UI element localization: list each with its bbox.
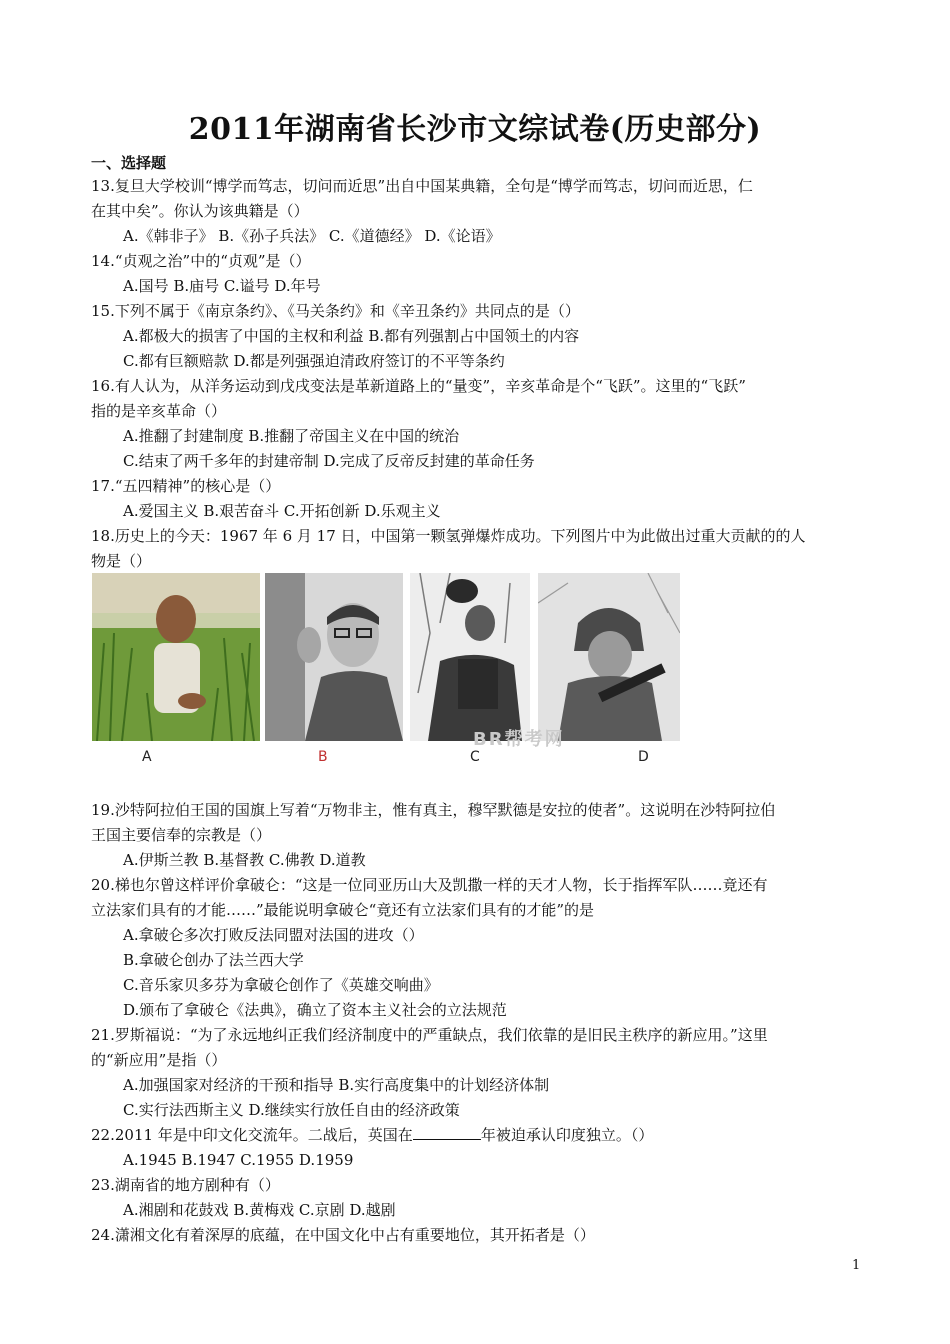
question-22-text	[91, 1125, 653, 1145]
question-17-options: A.爱国主义 B.艰苦奋斗 C.开拓创新 D.乐观主义	[123, 502, 441, 520]
fill-in-blank	[413, 1125, 481, 1140]
question-24-text: 24.潇湘文化有着深厚的底蕴，在中国文化中占有重要地位，其开拓者是（）	[91, 1226, 595, 1244]
photo-c-portrait	[410, 573, 530, 741]
question-20-option-b: B.拿破仑创办了法兰西大学	[123, 951, 304, 969]
photo-label-c: C	[470, 749, 480, 765]
question-13-options: A.《韩非子》 B.《孙子兵法》 C.《道德经》 D.《论语》	[123, 227, 501, 245]
question-19-text: 19.沙特阿拉伯王国的国旗上写着“万物非主，惟有真主，穆罕默德是安拉的使者”。这说明在沙特阿拉伯	[91, 801, 776, 819]
question-23-options: A.湘剧和花鼓戏 B.黄梅戏 C.京剧 D.越剧	[123, 1201, 396, 1219]
question-19-options: A.伊斯兰教 B.基督教 C.佛教 D.道教	[123, 851, 366, 869]
question-15-text: 15.下列不属于《南京条约》、《马关条约》和《辛丑条约》共同点的是（）	[91, 302, 580, 320]
question-16-text: 16.有人认为，从洋务运动到戊戌变法是革新道路上的“量变”，辛亥革命是个“飞跃”。这里的“飞跃”	[91, 377, 746, 395]
question-15-options-2: C.都有巨额赔款 D.都是列强强迫清政府签订的不平等条约	[123, 352, 505, 370]
question-22-text-pre: 22.2011 年是中印文化交流年。二战后，英国在	[91, 1126, 413, 1144]
question-22-text-post: 年被迫承认印度独立。（）	[480, 1126, 654, 1144]
question-20-text: 20.梯也尔曾这样评价拿破仑：“这是一位同亚历山大及凯撒一样的天才人物，长于指挥军队……竟还有	[91, 876, 768, 894]
photo-b-portrait	[265, 573, 403, 741]
question-19-text-cont: 王国主要信奉的宗教是（）	[91, 826, 272, 844]
question-21-text: 21.罗斯福说：“为了永远地纠正我们经济制度中的严重缺点，我们依靠的是旧民主秩序的新应用。”这里	[91, 1026, 768, 1044]
question-13-text: 13.复旦大学校训“博学而笃志，切问而近思”出自中国某典籍，全句是“博学而笃志，切问而近思，仁	[91, 177, 753, 195]
question-17-text: 17.“五四精神”的核心是（）	[91, 477, 281, 495]
question-16-options-2: C.结束了两千多年的封建帝制 D.完成了反帝反封建的革命任务	[123, 452, 535, 470]
question-18-text: 18.历史上的今天：1967 年 6 月 17 日，中国第一颗氢弹爆炸成功。下列图片中为此做出过重大贡献的的人	[91, 527, 806, 545]
question-20-option-c: C.音乐家贝多芬为拿破仑创作了《英雄交响曲》	[123, 976, 439, 994]
question-20-text-cont: 立法家们具有的才能……”最能说明拿破仑“竟还有立法家们具有的才能”的是	[91, 901, 595, 919]
question-21-options-1: A.加强国家对经济的干预和指导 B.实行高度集中的计划经济体制	[123, 1076, 550, 1094]
question-15-options-1: A.都极大的损害了中国的主权和利益 B.都有列强割占中国领土的内容	[123, 327, 580, 345]
question-16-options-1: A.推翻了封建制度 B.推翻了帝国主义在中国的统治	[123, 427, 460, 445]
photo-d-soldier	[538, 573, 680, 741]
question-21-text-cont: 的“新应用”是指（）	[91, 1051, 227, 1069]
question-14-options: A.国号 B.庙号 C.谥号 D.年号	[123, 277, 321, 295]
question-21-options-2: C.实行法西斯主义 D.继续实行放任自由的经济政策	[123, 1101, 460, 1119]
question-20-option-a: A.拿破仑多次打败反法同盟对法国的进攻（）	[123, 926, 424, 944]
question-18-photos	[92, 573, 692, 769]
question-23-text: 23.湖南省的地方剧种有（）	[91, 1176, 280, 1194]
question-14-text: 14.“贞观之治”中的“贞观”是（）	[91, 252, 311, 270]
page-title: 2011年湖南省长沙市文综试卷(历史部分)	[188, 112, 762, 147]
photo-label-b: B	[318, 749, 328, 765]
question-13-text-cont: 在其中矣”。你认为该典籍是（）	[91, 202, 309, 220]
question-16-text-cont: 指的是辛亥革命（）	[91, 402, 227, 420]
photo-a-rice-field	[92, 573, 260, 741]
question-20-option-d: D.颁布了拿破仑《法典》，确立了资本主义社会的立法规范	[123, 1001, 507, 1019]
question-22-options: A.1945 B.1947 C.1955 D.1959	[123, 1151, 354, 1169]
question-18-text-cont: 物是（）	[91, 552, 152, 570]
watermark: BR帮考网	[473, 729, 565, 750]
section-heading: 一、选择题	[91, 154, 167, 172]
page-number: 1	[852, 1258, 861, 1273]
photo-label-a: A	[142, 749, 152, 765]
photo-label-d: D	[638, 749, 649, 765]
